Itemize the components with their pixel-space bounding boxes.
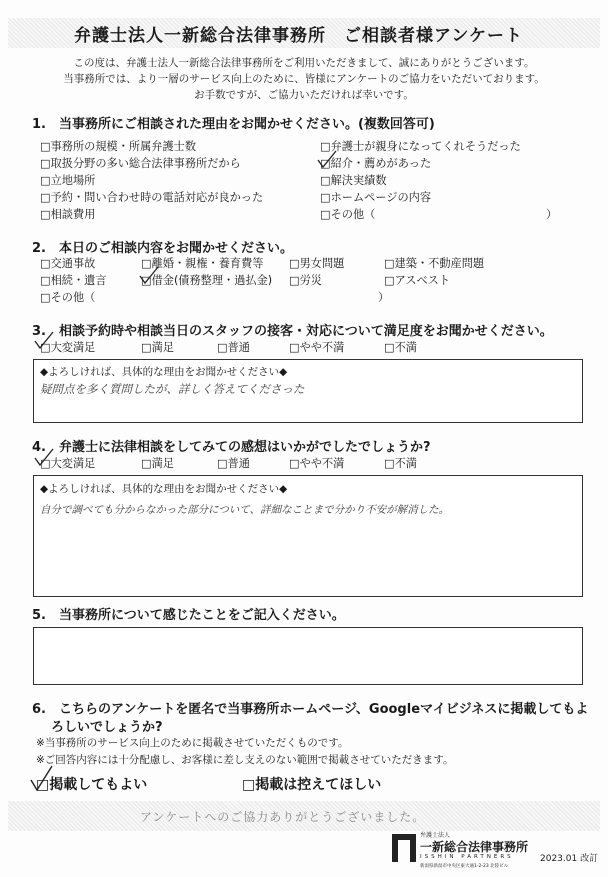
- q6-yes-check-icon: [28, 764, 54, 794]
- intro-line-1: この度は、弁護士法人一新総合法律事務所をご利用いただきまして、誠にありがとうございます。: [73, 57, 535, 69]
- q1-title: 1. 当事務所にご相談された理由をお聞かせください。(複数回答可): [32, 117, 435, 132]
- q4-option-very-satisfied[interactable]: □大変満足: [40, 457, 96, 470]
- q4-option-satisfied[interactable]: □満足: [141, 457, 174, 470]
- q5-comment-box[interactable]: [33, 627, 583, 685]
- q1-option-scale[interactable]: □事務所の規模・所属弁護士数: [40, 140, 197, 153]
- q2-option-realestate[interactable]: □建築・不動産問題: [384, 257, 485, 270]
- intro-line-2: 当事務所では、より一層のサービス向上のために、皆様にアンケートのご協力をいただいております。: [63, 73, 545, 85]
- q2-option-other[interactable]: □その他（: [40, 291, 96, 304]
- q1-option-fee[interactable]: □相談費用: [40, 208, 96, 221]
- page-title: 弁護士法人一新総合法律事務所 ご相談者様アンケート: [74, 26, 523, 46]
- q1-option-sincere[interactable]: □弁護士が親身になってくれそうだった: [320, 140, 521, 153]
- q5-title: 5. 当事務所について感じたことをご記入ください。: [32, 608, 345, 623]
- logo-english-name: ISSHIN PARTNERS: [420, 854, 514, 860]
- logo-address: 新潟県新潟市中央区東大通1-2-23 北陸ビル: [420, 864, 509, 869]
- q3-title: 3. 相談予約時や相談当日のスタッフの接客・対応について満足度をお聞かせください。: [32, 324, 553, 339]
- q6-option-yes[interactable]: □掲載してもよい: [36, 777, 148, 793]
- q1-option-referral[interactable]: □紹介・薦めがあった: [320, 157, 432, 170]
- firm-logo-icon: [392, 834, 416, 862]
- q6-title-line-1: 6. こちらのアンケートを匿名で当事務所ホームページ、Googleマイビジネスに掲載してもよ: [32, 702, 589, 717]
- q3-very-satisfied-check-icon: [33, 331, 55, 351]
- q2-other-close: ）: [378, 291, 390, 304]
- intro-line-3: お手数ですが、ご協力いただければ幸いです。: [194, 89, 414, 101]
- q1-option-location[interactable]: □立地場所: [40, 174, 96, 187]
- logo-firm-name: 一新総合法律事務所: [420, 840, 529, 854]
- q3-option-very-satisfied[interactable]: □大変満足: [40, 341, 96, 354]
- q1-option-website[interactable]: □ホームページの内容: [320, 191, 432, 204]
- q3-option-satisfied[interactable]: □満足: [141, 341, 174, 354]
- q4-option-somewhat-dissatisfied[interactable]: □やや不満: [289, 457, 345, 470]
- q2-option-relationship[interactable]: □男女問題: [289, 257, 345, 270]
- q2-option-workinjury[interactable]: □労災: [289, 274, 322, 287]
- q4-option-neutral[interactable]: □普通: [217, 457, 250, 470]
- q1-option-results[interactable]: □解決実績数: [320, 174, 387, 187]
- q2-option-inheritance[interactable]: □相続・遺言: [40, 274, 107, 287]
- q6-title-line-2: ろしいでしょうか?: [51, 720, 163, 735]
- q3-option-dissatisfied[interactable]: □不満: [384, 341, 417, 354]
- q2-option-asbestos[interactable]: □アスベスト: [384, 274, 451, 287]
- q2-title: 2. 本日のご相談内容をお聞かせください。: [32, 241, 293, 256]
- q1-option-fields[interactable]: □取扱分野の多い総合法律事務所だから: [40, 157, 241, 170]
- q1-other-close: ）: [546, 208, 558, 221]
- q6-note-2: ※ご回答内容には十分配慮し、お客様に差し支えのない範囲で掲載させていただきます。: [36, 754, 454, 766]
- q3-option-neutral[interactable]: □普通: [217, 341, 250, 354]
- q3-option-somewhat-dissatisfied[interactable]: □やや不満: [289, 341, 345, 354]
- q3-reason-prompt: ◆よろしければ、具体的な理由をお聞かせください◆: [40, 366, 288, 378]
- q1-referral-check-icon: [316, 150, 338, 170]
- q2-option-divorce[interactable]: □離婚・親権・養育費等: [141, 257, 264, 270]
- q4-title: 4. 弁護士に法律相談をしてみての感想はいかがでしたでしょうか?: [32, 440, 431, 455]
- q4-reason-prompt: ◆よろしければ、具体的な理由をお聞かせください◆: [40, 483, 288, 495]
- q3-reason-handwriting: 疑問点を多く質問したが、詳しく答えてくださった: [40, 382, 305, 396]
- q1-option-phone[interactable]: □予約・問い合わせ時の電話対応が良かった: [40, 191, 264, 204]
- q6-option-no[interactable]: □掲載は控えてほしい: [242, 777, 382, 793]
- revision-label: 2023.01 改訂: [540, 854, 599, 864]
- q6-note-1: ※当事務所のサービス向上のために掲載させていただくものです。: [36, 737, 349, 749]
- q2-option-traffic[interactable]: □交通事故: [40, 257, 96, 270]
- q1-option-other[interactable]: □その他（: [320, 208, 376, 221]
- q2-option-debt[interactable]: □借金(債務整理・過払金): [141, 274, 273, 287]
- q4-reason-handwriting: 自分で調べても分からなかった部分について、詳細なことまで分かり不安が解消した。: [40, 504, 450, 516]
- footer-thanks: アンケートへのご協力ありがとうございました。: [140, 810, 426, 824]
- logo-small-label: 弁護士法人: [420, 832, 451, 839]
- q4-very-satisfied-check-icon: [33, 448, 55, 468]
- q4-option-dissatisfied[interactable]: □不満: [384, 457, 417, 470]
- q2-debt-check-icon: [138, 266, 160, 286]
